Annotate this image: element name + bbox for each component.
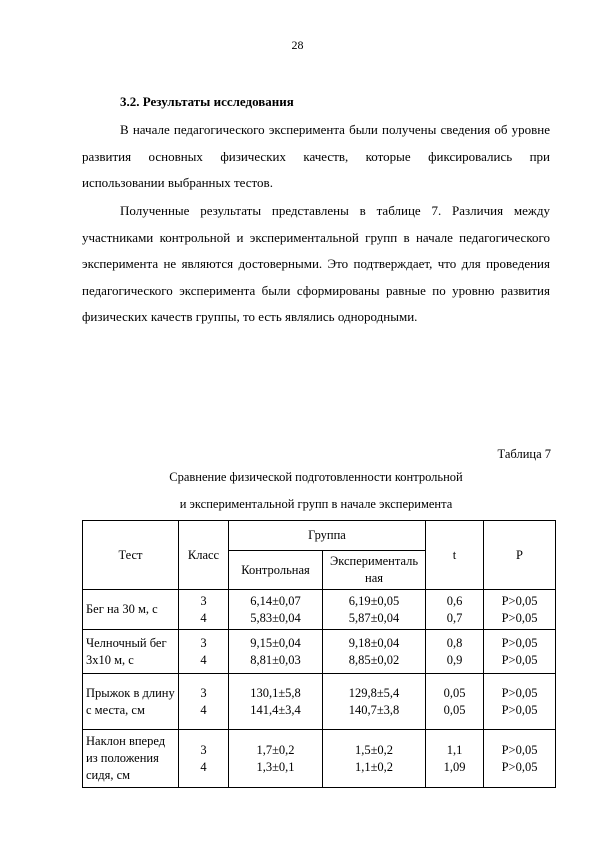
cell-p: P>0,05 P>0,05 <box>484 630 556 674</box>
cell-p: P>0,05 P>0,05 <box>484 674 556 730</box>
cell-experimental: 9,18±0,04 8,85±0,02 <box>323 630 426 674</box>
section-heading: 3.2. Результаты исследования <box>120 94 294 109</box>
table-caption-line-1: Сравнение физической подготовленности контрольной <box>169 470 463 484</box>
cell-p: P>0,05 P>0,05 <box>484 730 556 788</box>
cell-test: Прыжок в длину с места, см <box>83 674 179 730</box>
header-t: t <box>426 521 484 590</box>
table-caption-line-2: и экспериментальной групп в начале эксперимента <box>179 497 453 511</box>
cell-class: 3 4 <box>179 630 229 674</box>
cell-experimental: 6,19±0,05 5,87±0,04 <box>323 590 426 630</box>
header-p: P <box>484 521 556 590</box>
header-test: Тест <box>83 521 179 590</box>
table-header-row <box>83 521 556 551</box>
cell-t: 1,1 1,09 <box>426 730 484 788</box>
results-table <box>82 520 556 788</box>
cell-test: Наклон вперед из положения сидя, см <box>83 730 179 788</box>
header-group: Группа <box>229 521 426 551</box>
cell-control: 9,15±0,04 8,81±0,03 <box>229 630 323 674</box>
header-control: Контрольная <box>229 551 323 590</box>
table-label: Таблица 7 <box>497 447 551 461</box>
cell-test: Челночный бег 3х10 м, с <box>83 630 179 674</box>
cell-test: Бег на 30 м, с <box>83 590 179 630</box>
table-row <box>83 630 556 674</box>
cell-t: 0,6 0,7 <box>426 590 484 630</box>
table-row <box>83 730 556 788</box>
cell-class: 3 4 <box>179 674 229 730</box>
paragraph-2 <box>82 198 550 331</box>
paragraph-1-text: В начале педагогического эксперимента были получены сведения об уровне развития основных физических качеств, которые фиксировались при использовании выбранных тестов. <box>82 122 550 190</box>
paragraph-1 <box>82 117 550 197</box>
cell-experimental: 129,8±5,4 140,7±3,8 <box>323 674 426 730</box>
cell-class: 3 4 <box>179 730 229 788</box>
cell-experimental: 1,5±0,2 1,1±0,2 <box>323 730 426 788</box>
header-class: Класс <box>179 521 229 590</box>
cell-t: 0,8 0,9 <box>426 630 484 674</box>
cell-control: 1,7±0,2 1,3±0,1 <box>229 730 323 788</box>
cell-t: 0,05 0,05 <box>426 674 484 730</box>
header-experimental: Эксперименталь ная <box>323 551 426 590</box>
cell-class: 3 4 <box>179 590 229 630</box>
cell-control: 130,1±5,8 141,4±3,4 <box>229 674 323 730</box>
page-number: 28 <box>291 38 304 52</box>
cell-p: P>0,05 P>0,05 <box>484 590 556 630</box>
table-row <box>83 590 556 630</box>
table-row <box>83 674 556 730</box>
cell-control: 6,14±0,07 5,83±0,04 <box>229 590 323 630</box>
paragraph-2-text: Полученные результаты представлены в таблице 7. Различия между участниками контрольной и экспериментальной групп в начале педагогического эксперимента не являются достоверными. Это подтверждает, что для проведения педагогического эксперимента были сформированы равные по уровню развития физических качеств группы, то есть являлись однородными. <box>82 203 550 324</box>
